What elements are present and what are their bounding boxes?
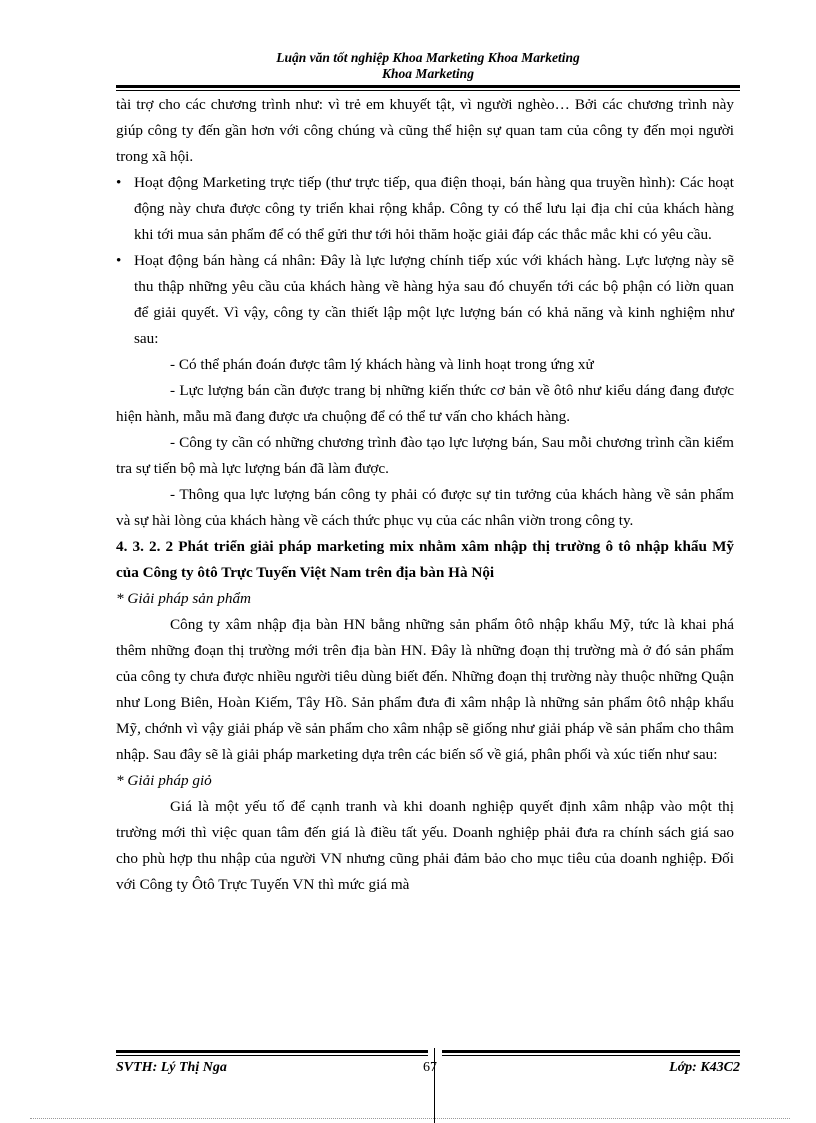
bullet-item: • Hoạt động bán hàng cá nhân: Đây là lực lượng chính tiếp xúc với khách hàng. Lực lượng này sẽ thu thập những yêu cầu của khách hàng về hàng hỷa sau đó chuyển tới các bộ phận có liờn quan để giải quyết. Vì vậy, công ty cần thiết lập một lực lượng bán có khả năng và kinh nghiệm như sau:: [116, 248, 734, 352]
bottom-dotted-line: [30, 1118, 790, 1119]
footer-class: Lớp: K43C2: [669, 1060, 740, 1075]
footer-rule-right: [442, 1050, 740, 1053]
footer-author: SVTH: Lý Thị Nga: [116, 1060, 227, 1075]
paragraph: - Thông qua lực lượng bán công ty phải có được sự tin tưởng của khách hàng về sản phẩm và sự hài lòng của khách hàng về cách thức phục vụ của các nhân viờn trong công ty.: [116, 486, 734, 529]
paragraph: Công ty xâm nhập địa bàn HN bằng những sản phẩm ôtô nhập khẩu Mỹ, tức là khai phá thêm những đoạn thị trường mới trên địa bàn HN. Đây là những đoạn thị trường mà ở đó sản phẩm của công ty chưa được nhiều người tiêu dùng biết đến. Những đoạn thị trường này thuộc những Quận như Long Biên, Hoàn Kiếm, Tây Hồ. Sản phẩm đưa đi xâm nhập là những sản phẩm ôtô nhập khẩu Mỹ, chớnh vì vậy giải pháp về sản phẩm cho xâm nhập sẽ giống như giải pháp về sản phẩm cho thâm nhập. Sau đây sẽ là giải pháp marketing dựa trên các biến số về giá, phân phối và xúc tiến như sau:: [116, 616, 734, 763]
paragraph: - Công ty cần có những chương trình đào tạo lực lượng bán, Sau mỗi chương trình cần kiểm tra sự tiến bộ mà lực lượng bán đã làm được.: [116, 434, 734, 477]
paragraph: - Có thể phán đoán được tâm lý khách hàng và linh hoạt trong ứng xử: [170, 356, 594, 373]
bullet-icon: •: [116, 174, 122, 191]
header-line-1: Luận văn tốt nghiệp Khoa Marketing Khoa Marketing: [276, 50, 580, 65]
footer-rule-right-thin: [442, 1055, 740, 1056]
paragraph: tài trợ cho các chương trình như: vì trẻ em khuyết tật, vì người nghèo… Bởi các chương trình này giúp công ty đến gần hơn với công chúng và cũng thể hiện sự quan tam của công ty đến mọi người trong xã hội.: [116, 96, 734, 165]
page-header: [116, 50, 740, 82]
document-body: [116, 92, 734, 898]
paragraph: - Lực lượng bán cần được trang bị những kiến thức cơ bản về ôtô như kiểu dáng đang được hiện hành, mẫu mã đang được ưa chuộng để có thể tư vấn cho khách hàng.: [116, 382, 734, 425]
page-number: 67: [423, 1060, 437, 1075]
paragraph: Giá là một yếu tố để cạnh tranh và khi doanh nghiệp quyết định xâm nhập vào một thị trường mới thì việc quan tâm đến giá là điều tất yếu. Doanh nghiệp phải đưa ra chính sách giá sao cho phù hợp thu nhập của người VN nhưng cũng phải đảm bảo cho mục tiêu của doanh nghiệp. Đối với Công ty Ôtô Trực Tuyến VN thì mức giá mà: [116, 798, 734, 893]
subheading: * Giải pháp giỏ: [116, 772, 212, 789]
section-heading: 4. 3. 2. 2 Phát triển giải pháp marketing mix nhằm xâm nhập thị trường ô tô nhập khẩu Mỹ của Công ty ôtô Trực Tuyến Việt Nam trên địa bàn Hà Nội: [116, 538, 734, 581]
bullet-item: • Hoạt động Marketing trực tiếp (thư trực tiếp, qua điện thoại, bán hàng qua truyền hình): Các hoạt động này chưa được công ty triển khai rộng khắp. Công ty có thể lưu lại địa chỉ của khách hàng khi tới mua sản phẩm để có thể gửi thư tới hỏi thăm hoặc giải đáp các thắc mắc khi có yêu cầu.: [116, 170, 734, 248]
footer-rule-left-thin: [116, 1055, 428, 1056]
header-rule-thin: [116, 90, 740, 91]
subheading: * Giải pháp sản phẩm: [116, 590, 252, 607]
footer-rule-left: [116, 1050, 428, 1053]
header-line-2: Khoa Marketing: [382, 66, 474, 81]
header-rule-thick: [116, 85, 740, 88]
bullet-icon: •: [116, 252, 122, 269]
